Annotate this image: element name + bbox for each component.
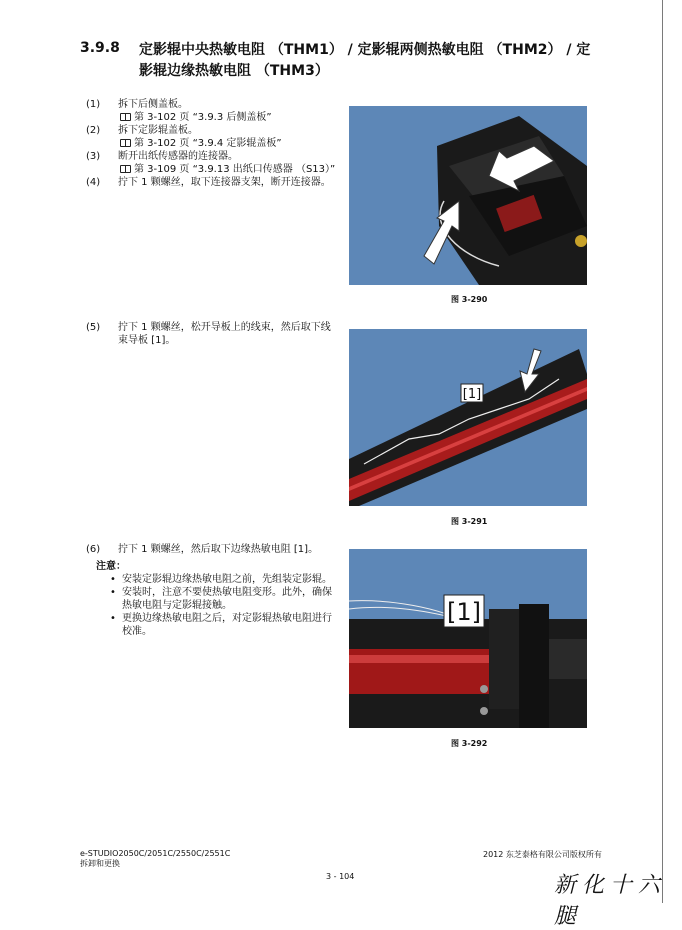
step-number: (5) <box>86 322 101 333</box>
step-number: (3) <box>86 151 101 162</box>
step-1 <box>86 98 338 124</box>
book-icon <box>120 165 131 173</box>
figure-3-291-photo <box>349 329 587 506</box>
steps-group-3 <box>86 543 341 638</box>
step-number: (2) <box>86 125 101 136</box>
callout-label: [1] <box>462 387 482 402</box>
reference-text[interactable]: 第 3-109 页 “3.9.13 出纸口传感器 （S13）” <box>134 164 336 175</box>
step-reference[interactable] <box>118 163 338 176</box>
reference-text[interactable]: 第 3-102 页 “3.9.3 后侧盖板” <box>134 112 272 123</box>
watermark-text: 新化十六腿 <box>554 873 667 929</box>
steps-group-1 <box>86 98 338 189</box>
step-text: 拧下 1 颗螺丝，取下连接器支架，断开连接器。 <box>118 177 331 188</box>
step-number: (6) <box>86 544 101 555</box>
section-title: 定影辊中央热敏电阻 （THM1） / 定影辊两侧热敏电阻 （THM2） / 定影辊边缘热敏电阻 （THM3） <box>139 42 591 79</box>
step-6 <box>86 543 341 556</box>
footer-model: e-STUDIO2050C/2051C/2550C/2551C <box>80 849 231 858</box>
figure-caption: 图 3-290 <box>451 295 488 304</box>
step-reference[interactable] <box>118 137 338 150</box>
reference-text[interactable]: 第 3-102 页 “3.9.4 定影辊盖板” <box>134 138 282 149</box>
step-text: 拆下定影辊盖板。 <box>118 125 198 136</box>
book-icon <box>120 139 131 147</box>
note-item: • 更换边缘热敏电阻之后，对定影辊热敏电阻进行校准。 <box>86 612 341 638</box>
step-number: (1) <box>86 99 101 110</box>
step-text: 拆下后侧盖板。 <box>118 99 188 110</box>
footer-chapter: 拆卸和更换 <box>80 859 120 868</box>
step-reference[interactable] <box>118 111 338 124</box>
step-text: 拧下 1 颗螺丝，然后取下边缘热敏电阻 [1]。 <box>118 544 319 555</box>
callout-label: [1] <box>447 598 481 626</box>
connector-bracket-illustration <box>349 106 587 285</box>
step-text: 断开出纸传感器的连接器。 <box>118 151 238 162</box>
notes-heading: 注意： <box>96 561 126 572</box>
step-number: (4) <box>86 177 101 188</box>
note-item: • 安装时，注意不要使热敏电阻变形。此外，确保热敏电阻与定影辊接触。 <box>86 586 341 612</box>
page-number: 3 - 104 <box>326 872 355 881</box>
footer-left <box>80 849 230 869</box>
harness-guide-illustration <box>349 329 587 506</box>
figure-caption: 图 3-291 <box>451 517 488 526</box>
page-edge-rule <box>662 0 663 903</box>
step-5 <box>86 321 338 347</box>
step-4 <box>86 176 338 189</box>
steps-group-2 <box>86 321 338 347</box>
note-item: • 安装定影辊边缘热敏电阻之前，先组装定影辊。 <box>86 573 341 586</box>
figure-3-290-photo <box>349 106 587 285</box>
footer-copyright: 2012 东芝泰格有限公司版权所有 <box>483 850 602 859</box>
figure-caption: 图 3-292 <box>451 739 488 748</box>
edge-thermistor-illustration <box>349 549 587 728</box>
figure-3-292-photo <box>349 549 587 728</box>
step-3 <box>86 150 338 176</box>
step-text: 拧下 1 颗螺丝，松开导板上的线束，然后取下线束导板 [1]。 <box>118 322 331 346</box>
book-icon <box>120 113 131 121</box>
section-number: 3.9.8 <box>80 40 120 56</box>
step-2 <box>86 124 338 150</box>
